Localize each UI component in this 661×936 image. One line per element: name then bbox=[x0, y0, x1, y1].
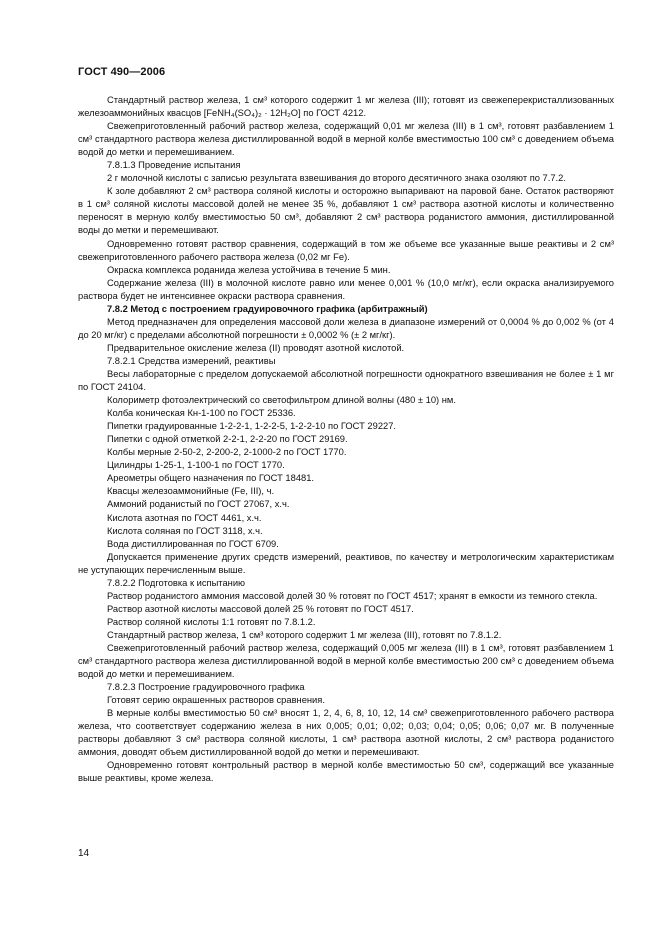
paragraph: Раствор роданистого аммония массовой долей 30 % готовят по ГОСТ 4517; хранят в емкости из темного стекла. bbox=[107, 590, 598, 601]
section-heading: 7.8.2 Метод с построением градуировочного графика (арбитражный) bbox=[107, 303, 428, 314]
paragraph: В мерные колбы вместимостью 50 см³ вносят 1, 2, 4, 6, 8, 10, 12, 14 см³ свежеприготовленного рабочего раствора железа, что соответствует содержанию железа в них 0,005; 0,01; 0,02; 0,03; 0,04; 0,05; 0,06; 0,07 мг. В полученные растворы добавляют 3 см³ раствора соляной кислоты, 1 см³ раствора азотной кислоты, 2 см³ раствора роданистого аммония, доводят объем дистиллированной водой до метки и перемешивают. bbox=[78, 708, 614, 758]
page-number: 14 bbox=[78, 848, 90, 859]
paragraph: Раствор соляной кислоты 1:1 готовят по 7.8.1.2. bbox=[107, 616, 316, 627]
paragraph: Готовят серию окрашенных растворов сравнения. bbox=[107, 695, 325, 706]
paragraph: Метод предназначен для определения массовой доли железа в диапазоне измерений от 0,0004 % до 0,002 % (от 4 до 20 мг/кг) с пределами абсолютной погрешности ± 0,0002 % (± 2 мг/кг). bbox=[78, 316, 614, 340]
subsection-heading: 7.8.2.3 Построение градуировочного графика bbox=[107, 682, 305, 693]
paragraph: Допускается применение других средств измерений, реактивов, по качеству и метрологическим характеристикам не уступающих перечисленным выше. bbox=[78, 551, 614, 575]
paragraph: Весы лабораторные с пределом допускаемой абсолютной погрешности однократного взвешивания не более ± 1 мг по ГОСТ 24104. bbox=[78, 368, 614, 393]
subsection-heading: 7.8.1.3 Проведение испытания bbox=[107, 160, 241, 171]
paragraph: 2 г молочной кислоты с записью результата взвешивания до второго десятичного знака озоляют по 7.7.2. bbox=[107, 173, 566, 184]
list-item: Вода дистиллированная по ГОСТ 6709. bbox=[107, 538, 279, 549]
list-item: Кислота соляная по ГОСТ 3118, х.ч. bbox=[107, 525, 263, 536]
document-body bbox=[78, 94, 614, 785]
list-item: Колориметр фотоэлектрический со светофильтром длиной волны (480 ± 10) нм. bbox=[107, 395, 456, 406]
list-item: Колба коническая Кн-1-100 по ГОСТ 25336. bbox=[107, 408, 296, 419]
paragraph: Окраска комплекса роданида железа устойчива в течение 5 мин. bbox=[107, 264, 391, 275]
paragraph: К золе добавляют 2 см³ раствора соляной кислоты и осторожно выпаривают на паровой бане. Остаток растворяют в 1 см³ соляной кислоты массовой долей не менее 35 %, добавляют 1 см³ раствора азотной кислоты и количественно переносят в мерную колбу вместимостью 50 см³, добавляют 2 см³ раствора роданистого аммония, дистиллированной воды до метки и перемешивают. bbox=[78, 186, 614, 236]
list-item: Цилиндры 1-25-1, 1-100-1 по ГОСТ 1770. bbox=[107, 460, 285, 471]
paragraph: Стандартный раствор железа, 1 см³ которого содержит 1 мг железа (III); готовят из свежеперекристаллизованных железоаммонийных квасцов [FeNH₄(SO₄)₂ · 12H₂O] по ГОСТ 4212. bbox=[78, 95, 614, 119]
subsection-heading: 7.8.2.1 Средства измерений, реактивы bbox=[107, 355, 276, 366]
paragraph: Стандартный раствор железа, 1 см³ которого содержит 1 мг железа (III), готовят по 7.8.1.2. bbox=[107, 629, 502, 640]
list-item: Колбы мерные 2-50-2, 2-200-2, 2-1000-2 по ГОСТ 1770. bbox=[107, 447, 347, 458]
list-item: Кислота азотная по ГОСТ 4461, х.ч. bbox=[107, 512, 262, 523]
paragraph: Раствор азотной кислоты массовой долей 25 % готовят по ГОСТ 4517. bbox=[107, 603, 414, 614]
paragraph: Свежеприготовленный рабочий раствор железа, содержащий 0,005 мг железа (III) в 1 см³, готовят разбавлением 1 см³ стандартного раствора железа дистиллированной водой в мерной колбе вместимостью 200 см³ с доведением объема водой до метки и перемешиванием. bbox=[78, 642, 614, 680]
list-item: Квасцы железоаммонийные (Fe, III), ч. bbox=[107, 486, 275, 497]
paragraph: Одновременно готовят контрольный раствор в мерной колбе вместимостью 50 см³, содержащий все указанные выше реактивы, кроме железа. bbox=[78, 760, 614, 784]
page-header: ГОСТ 490—2006 bbox=[78, 66, 166, 78]
paragraph: Предварительное окисление железа (II) проводят азотной кислотой. bbox=[107, 342, 405, 353]
paragraph: Свежеприготовленный рабочий раствор железа, содержащий 0,01 мг железа (III) в 1 см³, готовят разбавлением 1 см³ стандартного раствора железа дистиллированной водой в мерной колбе вместимостью 100 см³ с доведением объема водой до метки и перемешиванием. bbox=[78, 121, 614, 158]
list-item: Ареометры общего назначения по ГОСТ 18481. bbox=[107, 473, 315, 484]
list-item: Пипетки градуированные 1-2-2-1, 1-2-2-5, 1-2-2-10 по ГОСТ 29227. bbox=[107, 421, 396, 432]
list-item: Пипетки с одной отметкой 2-2-1, 2-2-20 по ГОСТ 29169. bbox=[107, 434, 348, 445]
list-item: Аммоний роданистый по ГОСТ 27067, х.ч. bbox=[107, 499, 290, 510]
subsection-heading: 7.8.2.2 Подготовка к испытанию bbox=[107, 577, 246, 588]
paragraph: Содержание железа (III) в молочной кислоте равно или менее 0,001 % (10,0 мг/кг), если окраска анализируемого раствора будет не интенсивнее окраски раствора сравнения. bbox=[78, 277, 614, 301]
paragraph: Одновременно готовят раствор сравнения, содержащий в том же объеме все указанные выше реактивы и 2 см³ свежеприготовленного рабочего раствора железа (0,02 мг Fe). bbox=[78, 238, 614, 262]
